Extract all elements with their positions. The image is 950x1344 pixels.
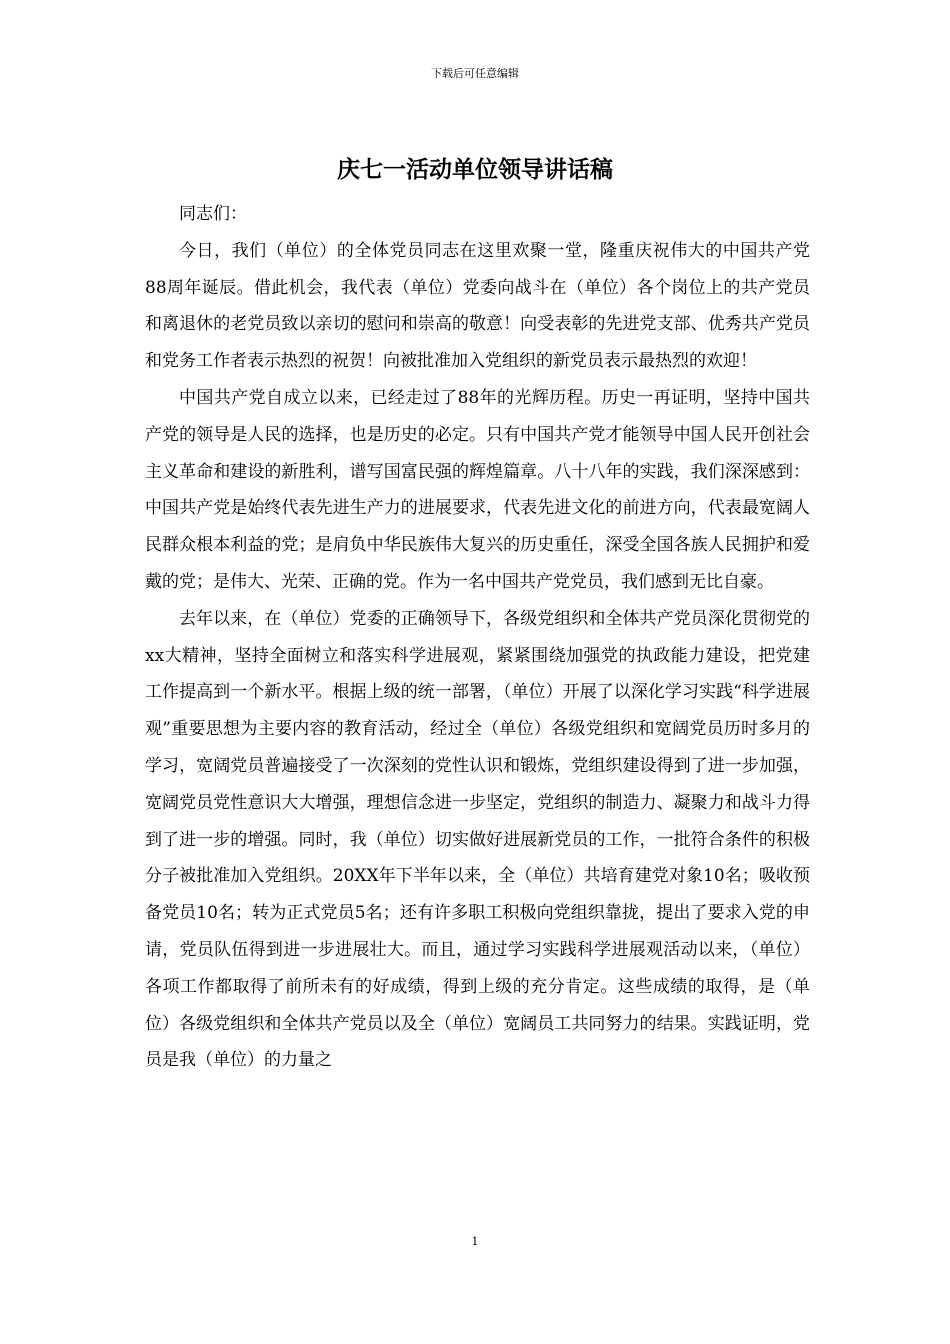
document-title: 庆七一活动单位领导讲话稿 (337, 156, 613, 183)
salutation: 同志们： (179, 204, 247, 224)
paragraph-1: 今日，我们（单位）的全体党员同志在这里欢聚一堂，隆重庆祝伟大的中国共产党88周年诞辰。借此机会，我代表（单位）党委向战斗在（单位）各个岗位上的共产党员和离退休的老党员致以亲切的慰问和崇高的敬意！向受表彰的先进党支部、优秀共产党员和党务工作者表示热烈的祝贺！向被批准加入党组织的新党员表示最热烈的欢迎！ (145, 240, 810, 372)
page-number: 1 (471, 1235, 479, 1248)
paragraph-2: 中国共产党自成立以来，已经走过了88年的光辉历程。历史一再证明，坚持中国共产党的领导是人民的选择，也是历史的必定。只有中国共产党才能领导中国人民开创社会主义革命和建设的新胜利，谱写国富民强的辉煌篇章。八十八年的实践，我们深深感到：中国共产党是始终代表先进生产力的进展要求，代表先进文化的前进方向，代表最宽阔人民群众根本利益的党；是肩负中华民族伟大复兴的历史重任，深受全国各族人民拥护和爱戴的党；是伟大、光荣、正确的党。作为一名中国共产党党员，我们感到无比自豪。 (145, 387, 810, 592)
paragraph-3: 去年以来，在（单位）党委的正确领导下，各级党组织和全体共产党员深化贯彻党的xx大精神，坚持全面树立和落实科学进展观，紧紧围绕加强党的执政能力建设，把党建工作提高到一个新水平。根据上级的统一部署，（单位）开展了以深化学习实践“科学进展观”重要思想为主要内容的教育活动，经过全（单位）各级党组织和宽阔党员历时多月的学习，宽阔党员普遍接受了一次深刻的党性认识和锻炼，党组织建设得到了进一步加强，宽阔党员党性意识大大增强，理想信念进一步坚定，党组织的制造力、凝聚力和战斗力得到了进一步的增强。同时，我（单位）切实做好进展新党员的工作，一批符合条件的积极分子被批准加入党组织。20XX年下半年以来，全（单位）共培育建党对象10名；吸收预备党员10名；转为正式党员5名；还有许多职工积极向党组织靠拢，提出了要求入党的申请，党员队伍得到进一步进展壮大。而且，通过学习实践科学进展观活动以来，（单位）各项工作都取得了前所未有的好成绩，得到上级的充分肯定。这些成绩的取得，是（单位）各级党组织和全体共产党员以及全（单位）宽阔员工共同努力的结果。实践证明，党员是我（单位）的力量之 (145, 608, 810, 1071)
page-header: 下载后可任意编辑 (431, 67, 519, 80)
document-body (145, 196, 810, 1079)
